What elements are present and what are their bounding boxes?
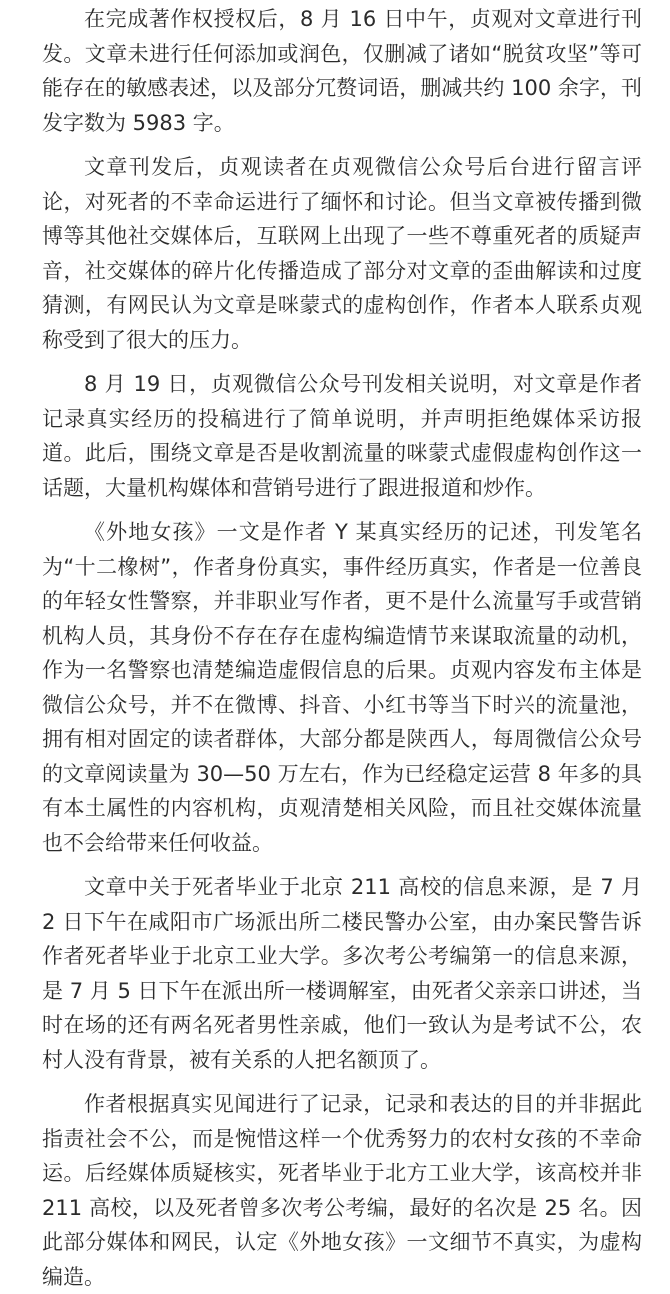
paragraph-verification: 作者根据真实见闻进行了记录，记录和表达的目的并非据此指责社会不公，而是惋惜这样一个优秀努力的农村女孩的不幸命运。后经媒体质疑核实，死者毕业于北方工业大学，该高校并非 211 高校，以及死者曾多次考公考编，最好的名次是 25 名。因此部分媒体和网民，认定《外地女孩》一文细节不真实，为虚构编造。 [42, 1092, 642, 1289]
paragraph-author-identity: 《外地女孩》一文是作者 Y 某真实经历的记述，刊发笔名为“十二橡树”，作者身份真实，事件经历真实，作者是一位善良的年轻女性警察，并非职业写作者，更不是什么流量写手或营销机构人员，其身份不存在存在虚构编造情节来谋取流量的动机，作为一名警察也清楚编造虚假信息的后果。贞观内容发布主体是微信公众号，并不在微博、抖音、小红书等当下时兴的流量池，拥有相对固定的读者群体，大部分都是陕西人，每周微信公众号的文章阅读量为 30—50 万左右，作为已经稳定运营 8 年多的具有本土属性的内容机构，贞观清楚相关风险，而且社交媒体流量也不会给带来任何收益。 [42, 520, 642, 855]
paragraph-authorization: 在完成著作权授权后，8 月 16 日中午，贞观对文章进行刊发。文章未进行任何添加或润色，仅删减了诸如“脱贫攻坚”等可能存在的敏感表述，以及部分冗赘词语，删减共约 100 余字，刊发字数为 5983 字。 [42, 7, 642, 135]
paragraph-social-media-reaction: 文章刊发后，贞观读者在贞观微信公众号后台进行留言评论，对死者的不幸命运进行了缅怀和讨论。但当文章被传播到微博等其他社交媒体后，互联网上出现了一些不尊重死者的质疑声音，社交媒体的碎片化传播造成了部分对文章的歪曲解读和过度猜测，有网民认为文章是咪蒙式的虚构创作，作者本人联系贞观称受到了很大的压力。 [42, 155, 642, 352]
paragraph-information-source: 文章中关于死者毕业于北京 211 高校的信息来源，是 7 月 2 日下午在咸阳市广场派出所二楼民警办公室，由办案民警告诉作者死者毕业于北京工业大学。多次考公考编第一的信息来源，是 7 月 5 日下午在派出所一楼调解室，由死者父亲亲口讲述，当时在场的还有两名死者男性亲戚，他们一致认为是考试不公，农村人没有背景，被有关系的人把名额顶了。 [42, 875, 642, 1072]
paragraph-statement: 8 月 19 日，贞观微信公众号刊发相关说明，对文章是作者记录真实经历的投稿进行了简单说明，并声明拒绝媒体采访报道。此后，围绕文章是否是收割流量的咪蒙式虚假虚构创作这一话题，大量机构媒体和营销号进行了跟进报道和炒作。 [42, 372, 642, 500]
